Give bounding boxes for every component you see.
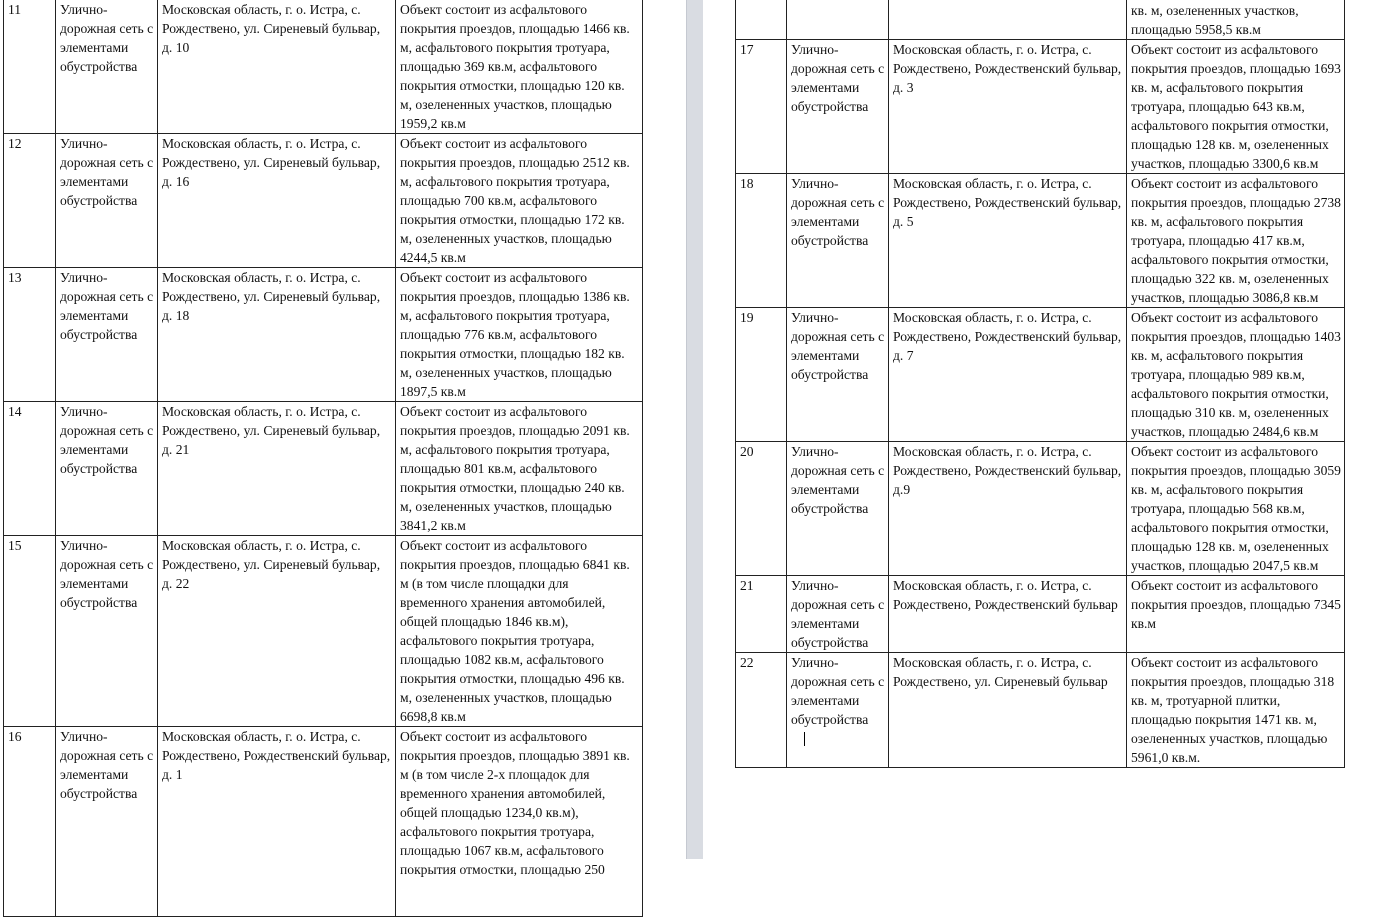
- object-description: Объект состоит из асфальтового покрытия проездов, площадью 1693 кв. м, асфальтового покрытия тротуара, площадью 643 кв.м, асфальтового покрытия отмостки, площадью 128 кв. м, озелененных участков, площадью 3300,6 кв.м: [1127, 40, 1345, 174]
- object-description: Объект состоит из асфальтового покрытия проездов, площадью 2091 кв. м, асфальтового покрытия тротуара, площадью 801 кв.м, асфальтового покрытия отмостки, площадью 240 кв. м, озелененных участков, площадью 3841,2 кв.м: [396, 402, 643, 536]
- text-cursor: [804, 732, 805, 746]
- object-address: Московская область, г. о. Истра, с. Рождествено, Рождественский бульвар, д. 7: [889, 308, 1127, 442]
- object-description: Объект состоит из асфальтового покрытия проездов, площадью 7345 кв.м: [1127, 576, 1345, 653]
- row-number: 12: [4, 134, 56, 268]
- object-address: Московская область, г. о. Истра, с. Рождествено, Рождественский бульвар, д. 5: [889, 174, 1127, 308]
- row-number: 22: [736, 653, 787, 768]
- object-address: Московская область, г. о. Истра, с. Рождествено, Рождественский бульвар, д. 3: [889, 40, 1127, 174]
- table-row: [736, 442, 1345, 576]
- row-number: 20: [736, 442, 787, 576]
- object-name: Улично-дорожная сеть с элементами обустройства: [56, 536, 158, 727]
- table-row: [736, 308, 1345, 442]
- object-description: Объект состоит из асфальтового покрытия проездов, площадью 2738 кв. м, асфальтового покрытия тротуара, площадью 417 кв.м, асфальтового покрытия отмостки, площадью 322 кв. м, озелененных участков, площадью 3086,8 кв.м: [1127, 174, 1345, 308]
- object-description: Объект состоит из асфальтового покрытия проездов, площадью 318 кв. м, тротуарной плитки, площадью покрытия 1471 кв. м, озелененных участков, площадью 5961,0 кв.м.: [1127, 653, 1345, 768]
- document-page-left[interactable]: [0, 0, 686, 877]
- object-address: Московская область, г. о. Истра, с. Рождествено, ул. Сиреневый бульвар, д. 21: [158, 402, 396, 536]
- row-number: 15: [4, 536, 56, 727]
- object-name: Улично-дорожная сеть с элементами обустройства: [787, 576, 889, 653]
- object-address: Московская область, г. о. Истра, с. Рождествено, ул. Сиреневый бульвар, д. 22: [158, 536, 396, 727]
- table-row: [4, 268, 643, 402]
- row-number: 14: [4, 402, 56, 536]
- object-name: Улично-дорожная сеть с элементами обустройства: [56, 134, 158, 268]
- table-row: [4, 0, 643, 134]
- row-number: 11: [4, 0, 56, 134]
- object-address: Московская область, г. о. Истра, с. Рождествено, Рождественский бульвар: [889, 576, 1127, 653]
- objects-table-right: [735, 0, 1345, 768]
- object-name: Улично-дорожная сеть с элементами обустройства: [787, 40, 889, 174]
- object-name: Улично-дорожная сеть с элементами обустройства: [56, 402, 158, 536]
- row-number: 19: [736, 308, 787, 442]
- object-address: Московская область, г. о. Истра, с. Рождествено, Рождественский бульвар, д. 1: [158, 727, 396, 917]
- object-name: Улично-дорожная сеть с элементами обустройства: [787, 442, 889, 576]
- table-row: [736, 653, 1345, 768]
- table-row: [736, 576, 1345, 653]
- document-page-right[interactable]: [703, 0, 1373, 859]
- table-row: [4, 727, 643, 917]
- object-description-continued: кв. м, озелененных участков, площадью 5958,5 кв.м: [1127, 0, 1345, 40]
- row-number: 17: [736, 40, 787, 174]
- object-description: Объект состоит из асфальтового покрытия проездов, площадью 1466 кв. м, асфальтового покрытия тротуара, площадью 369 кв.м, асфальтового покрытия отмостки, площадью 120 кв. м, озелененных участков, площадью 1959,2 кв.м: [396, 0, 643, 134]
- object-name: Улично-дорожная сеть с элементами обустройства: [56, 727, 158, 917]
- table-row: [4, 134, 643, 268]
- object-name: Улично-дорожная сеть с элементами обустройства: [56, 0, 158, 134]
- object-description: Объект состоит из асфальтового покрытия проездов, площадью 1386 кв. м, асфальтового покрытия тротуара, площадью 776 кв.м, асфальтового покрытия отмостки, площадью 182 кв. м, озелененных участков, площадью 1897,5 кв.м: [396, 268, 643, 402]
- page-gutter: [686, 0, 704, 859]
- object-address: Московская область, г. о. Истра, с. Рождествено, ул. Сиреневый бульвар, д. 10: [158, 0, 396, 134]
- object-description: Объект состоит из асфальтового покрытия проездов, площадью 3059 кв. м, асфальтового покрытия тротуара, площадью 568 кв.м, асфальтового покрытия отмостки, площадью 128 кв. м, озелененных участков, площадью 2047,5 кв.м: [1127, 442, 1345, 576]
- object-address: Московская область, г. о. Истра, с. Рождествено, Рождественский бульвар, д.9: [889, 442, 1127, 576]
- object-name: Улично-дорожная сеть с элементами обустройства: [787, 308, 889, 442]
- object-name: Улично-дорожная сеть с элементами обустройства: [787, 653, 889, 768]
- objects-table-left: [3, 0, 643, 917]
- table-row-continued: [736, 0, 1345, 40]
- row-number: 16: [4, 727, 56, 917]
- object-description: Объект состоит из асфальтового покрытия проездов, площадью 1403 кв. м, асфальтового покрытия тротуара, площадью 989 кв.м, асфальтового покрытия отмостки, площадью 310 кв. м, озелененных участков, площадью 2484,6 кв.м: [1127, 308, 1345, 442]
- object-name: Улично-дорожная сеть с элементами обустройства: [56, 268, 158, 402]
- table-row: [736, 174, 1345, 308]
- object-description: Объект состоит из асфальтового покрытия проездов, площадью 6841 кв. м (в том числе площадки для временного хранения автомобилей, общей площадью 1846 кв.м), асфальтового покрытия тротуара, площадью 1082 кв.м, асфальтового покрытия отмостки, площадью 496 кв. м, озелененных участков, площадью 6698,8 кв.м: [396, 536, 643, 727]
- row-number: 21: [736, 576, 787, 653]
- object-address: Московская область, г. о. Истра, с. Рождествено, ул. Сиреневый бульвар, д. 16: [158, 134, 396, 268]
- table-row: [4, 536, 643, 727]
- table-row: [736, 40, 1345, 174]
- object-address: Московская область, г. о. Истра, с. Рождествено, ул. Сиреневый бульвар: [889, 653, 1127, 768]
- row-number: 13: [4, 268, 56, 402]
- object-description: Объект состоит из асфальтового покрытия проездов, площадью 2512 кв. м, асфальтового покрытия тротуара, площадью 700 кв.м, асфальтового покрытия отмостки, площадью 172 кв. м, озелененных участков, площадью 4244,5 кв.м: [396, 134, 643, 268]
- object-description: Объект состоит из асфальтового покрытия проездов, площадью 3891 кв. м (в том числе 2-х площадок для временного хранения автомобилей, общей площадью 1234,0 кв.м), асфальтового покрытия тротуара, площадью 1067 кв.м, асфальтового покрытия отмостки, площадью 250: [396, 727, 643, 917]
- table-row: [4, 402, 643, 536]
- row-number: 18: [736, 174, 787, 308]
- object-name: Улично-дорожная сеть с элементами обустройства: [787, 174, 889, 308]
- object-address: Московская область, г. о. Истра, с. Рождествено, ул. Сиреневый бульвар, д. 18: [158, 268, 396, 402]
